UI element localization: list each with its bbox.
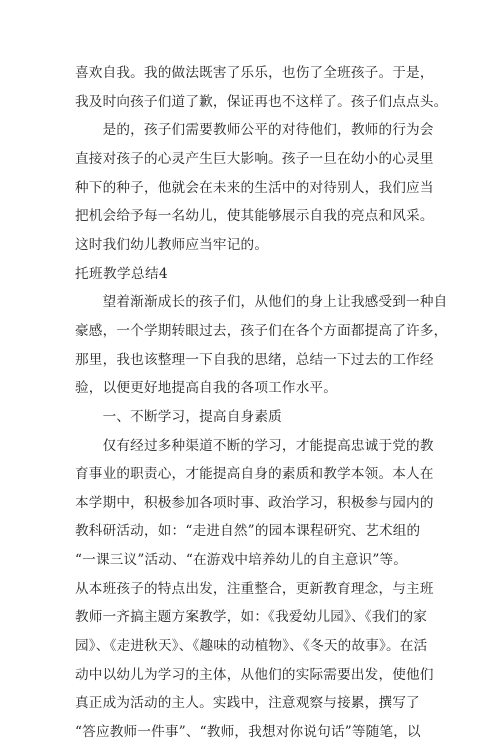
section-title: 托班教学总结4	[75, 266, 169, 282]
body-text-line: 验，以便更好地提高自我的各项工作水平。	[75, 380, 338, 396]
body-text-line: “答应教师一件事”、“教师，我想对你说句话”等随笔，以	[75, 724, 421, 740]
body-text-line: 望着渐渐成长的孩子们，从他们的身上让我感受到一种自	[75, 294, 448, 310]
body-text-line: 把机会给予每一名幼儿，使其能够展示自我的亮点和风采。	[75, 208, 434, 224]
body-text-line: 育事业的职责心，才能提高自身的素质和教学本领。本人在	[75, 466, 434, 482]
body-text-line: 这时我们幼儿教师应当牢记的。	[75, 237, 269, 253]
body-text-line: 直接对孩子的心灵产生巨大影响。孩子一旦在幼小的心灵里	[75, 151, 434, 167]
body-text-line: 是的，孩子们需要教师公平的对待他们，教师的行为会	[75, 122, 434, 138]
body-text-line: 教科研活动，如：“走进自然”的园本课程研究、艺术组的	[75, 523, 421, 539]
subsection-heading: 一、不断学习，提高自身素质	[75, 409, 282, 425]
body-text-line: 园》、《走进秋天》、《趣味的动植物》、《冬天的故事》。在活	[75, 638, 428, 654]
body-text-line: 豪感，一个学期转眼过去，孩子们在各个方面都提高了许多，	[75, 323, 448, 339]
body-text-line: 本学期中，积极参加各项时事、政治学习，积极参与园内的	[75, 495, 434, 511]
body-text-line: 动中以幼儿为学习的主体，从他们的实际需要出发，使他们	[75, 667, 434, 683]
body-text-line: 教师一齐搞主题方案教学，如：《我爱幼儿园》、《我们的家	[75, 609, 428, 625]
body-text-line: 从本班孩子的特点出发，注重整合，更新教育理念，与主班	[75, 581, 434, 597]
body-text-line: 我及时向孩子们道了歉，保证再也不这样了。孩子们点点头。	[75, 94, 448, 110]
body-text-line: 种下的种子，他就会在未来的生活中的对待别人，我们应当	[75, 180, 434, 196]
body-text-line: 那里，我也该整理一下自我的思绪，总结一下过去的工作经	[75, 352, 434, 368]
body-text-line: 喜欢自我。我的做法既害了乐乐，也伤了全班孩子。于是，	[75, 65, 434, 81]
body-text-line: “一课三议”活动、“在游戏中培养幼儿的自主意识”等。	[75, 552, 408, 568]
body-text-line: 仅有经过多种渠道不断的学习，才能提高忠诚于党的教	[75, 438, 434, 454]
body-text-line: 真正成为活动的主人。实践中，注意观察与接累，撰写了	[75, 695, 420, 711]
